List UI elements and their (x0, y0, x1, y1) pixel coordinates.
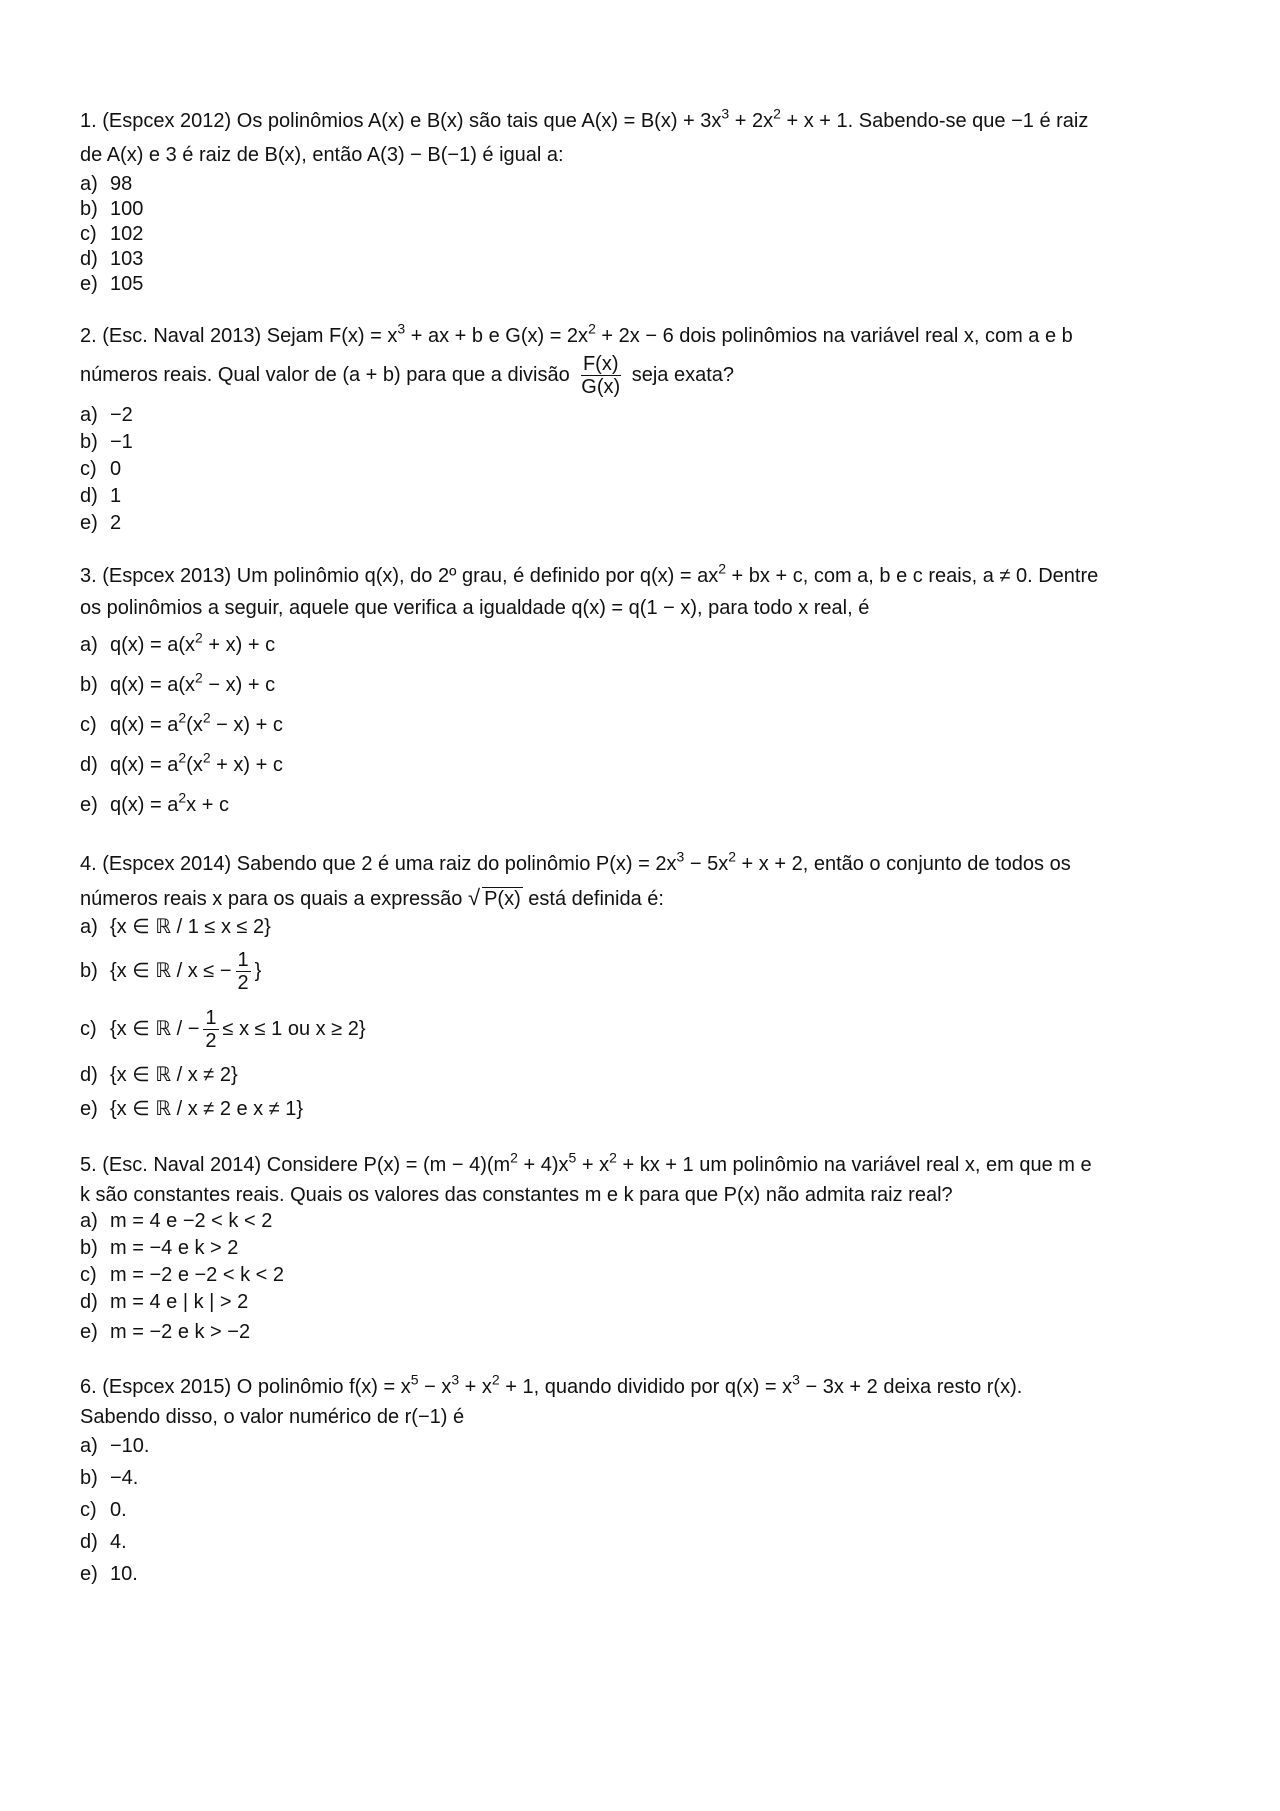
stem-text: O polinômio (231, 1376, 350, 1398)
option-b[interactable]: b) {x ∈ ℝ / x ≤ − $\frac{1}{2}$ } (80, 949, 262, 995)
fraction: $\frac{1}{2}$ (205, 1007, 217, 1053)
question-number: 2. (80, 325, 97, 347)
stem-text: Sabendo-se que −1 é raiz (853, 110, 1089, 132)
equation-q: $q(x) = x^3 - 3x + 2$ (724, 1371, 878, 1398)
stem-text: quando dividido por (539, 1376, 725, 1398)
option-e[interactable]: e) 105 (80, 273, 144, 295)
question-4-line2 (80, 885, 1210, 912)
answer-options (80, 625, 1210, 825)
sqrt-icon: √ (467, 885, 481, 910)
question-6 (80, 1371, 1210, 1590)
option-a[interactable]: a) −10. (80, 1435, 150, 1457)
question-5 (80, 1149, 1210, 1348)
stem-text: Sejam (261, 325, 330, 347)
question-3-line1 (80, 560, 1210, 589)
question-3-line2: os polinômios a seguir, aquele que verifica a igualdade q(x) = q(1 − x), para todo x real, é (80, 597, 870, 619)
equation-f: $f(x) = x^5 - x^3 + x^2 + 1$, (349, 1371, 540, 1398)
stem-text: Sabendo que 2 é uma raiz do polinômio (231, 853, 596, 875)
option-d[interactable]: d) m = 4 e | k | > 2 (80, 1291, 249, 1313)
question-1-line2: de A(x) e 3 é raiz de B(x), então A(3) − B(−1) é igual a: (80, 144, 564, 166)
question-source: (Espcex 2014) (102, 853, 232, 875)
option-d[interactable]: d) 103 (80, 248, 144, 270)
option-b[interactable]: b) −1 (80, 431, 133, 453)
stem-text: então o conjunto de todos os (808, 853, 1071, 875)
option-e[interactable]: e) m = −2 e k > −2 (80, 1321, 251, 1343)
option-c[interactable]: c) $q(x) = a^2(x^2 - x) + c$ (80, 709, 283, 736)
option-d[interactable]: d) 1 (80, 485, 122, 507)
question-number: 5. (80, 1154, 97, 1176)
option-e[interactable]: e) {x ∈ ℝ / x ≠ 2 e x ≠ 1} (80, 1098, 304, 1120)
question-4 (80, 848, 1210, 1126)
answer-options (80, 402, 1210, 537)
stem-text: um polinômio na variável real x, em que m e (693, 1154, 1092, 1176)
option-c[interactable]: c) 0. (80, 1499, 127, 1521)
answer-options (80, 1430, 1210, 1590)
option-a[interactable]: a) $q(x) = a(x^2 + x) + c$ (80, 629, 276, 656)
question-number: 4. (80, 853, 97, 875)
option-b[interactable]: b) m = −4 e k > 2 (80, 1237, 239, 1259)
option-d[interactable]: d) {x ∈ ℝ / x ≠ 2} (80, 1064, 238, 1086)
fraction: $\frac{1}{2}$ (237, 949, 249, 995)
equation: $P(x) = (m - 4)(m^2 + 4)x^5 + x^2$ + kx + 1 (363, 1149, 694, 1176)
question-number: 6. (80, 1376, 97, 1398)
stem-text: Os polinômios A(x) e B(x) são tais que (231, 110, 582, 132)
stem-text: dois polinômios na variável real x, com a e b (673, 325, 1073, 347)
option-a[interactable]: a) {x ∈ ℝ / 1 ≤ x ≤ 2} (80, 916, 271, 938)
equation-g: $G(x) = 2x^2 + 2x - 6$ (505, 320, 674, 347)
equation: $A(x) = B(x) + 3x^3 + 2x^2 + x + 1$. (581, 105, 854, 132)
sqrt-argument: P(x) (484, 888, 521, 910)
equation-f: $F(x) = x^3$ + ax + b (329, 320, 484, 347)
question-2-line2 (80, 353, 1210, 398)
option-a[interactable]: a) −2 (80, 404, 133, 426)
question-6-line1 (80, 1371, 1210, 1400)
stem-text: números reais x para os quais a expressão (80, 888, 468, 910)
question-source: (Espcex 2012) (102, 110, 232, 132)
equation: $q(x) = ax^2$ + bx + c, (639, 560, 809, 587)
question-2 (80, 320, 1210, 537)
stem-text: Um polinômio q(x), do 2º grau, é definido por (231, 565, 640, 587)
question-source: (Esc. Naval 2014) (102, 1154, 262, 1176)
option-b[interactable]: b) 100 (80, 198, 144, 220)
question-1-line1 (80, 105, 1210, 134)
option-b[interactable]: b) $q(x) = a(x^2 - x) + c$ (80, 669, 276, 696)
answer-options (80, 1208, 1210, 1348)
stem-text: Considere (261, 1154, 364, 1176)
stem-text: deixa resto r(x). (877, 1376, 1023, 1398)
stem-text: números reais. Qual valor de (a + b) para que a divisão (80, 363, 570, 386)
option-c[interactable]: c) 102 (80, 223, 144, 245)
question-5-line2: k são constantes reais. Quais os valores das constantes m e k para que P(x) não admita raiz real? (80, 1184, 953, 1206)
option-a[interactable]: a) m = 4 e −2 < k < 2 (80, 1210, 273, 1232)
question-source: (Espcex 2013) (102, 565, 232, 587)
answer-options (80, 912, 1210, 1126)
question-4-line1 (80, 848, 1210, 877)
stem-text: seja exata? (631, 363, 735, 386)
option-e[interactable]: e) 10. (80, 1563, 138, 1585)
fraction: $\frac{F(x)}{G(x)}$ (581, 353, 621, 398)
question-source: (Esc. Naval 2013) (102, 325, 262, 347)
equation: $P(x) = 2x^3 - 5x^2 + x + 2$, (595, 848, 809, 875)
question-3 (80, 560, 1210, 825)
option-c[interactable]: c) {x ∈ ℝ / − $\frac{1}{2}$ ≤ x ≤ 1 ou x ≥ 2} (80, 1007, 366, 1053)
question-number: 3. (80, 565, 97, 587)
stem-text: está definida é: (522, 888, 664, 910)
question-5-line1 (80, 1149, 1210, 1178)
option-c[interactable]: c) 0 (80, 458, 122, 480)
question-1 (80, 105, 1210, 297)
document-page (80, 105, 1210, 1616)
answer-options (80, 172, 1210, 297)
option-c[interactable]: c) m = −2 e −2 < k < 2 (80, 1264, 285, 1286)
option-d[interactable]: d) 4. (80, 1531, 127, 1553)
option-b[interactable]: b) −4. (80, 1467, 139, 1489)
question-source: (Espcex 2015) (102, 1376, 232, 1398)
question-6-line2: Sabendo disso, o valor numérico de r(−1) é (80, 1406, 465, 1428)
option-d[interactable]: d) $q(x) = a^2(x^2 + x) + c$ (80, 749, 283, 776)
question-number: 1. (80, 110, 97, 132)
stem-text: com a, b e c reais, a ≠ 0. Dentre (808, 565, 1099, 587)
option-a[interactable]: a) 98 (80, 173, 133, 195)
stem-text: e (483, 325, 506, 347)
question-2-line1 (80, 320, 1210, 349)
option-e[interactable]: e) $q(x) = a^2x + c$ (80, 789, 229, 816)
option-e[interactable]: e) 2 (80, 512, 122, 534)
